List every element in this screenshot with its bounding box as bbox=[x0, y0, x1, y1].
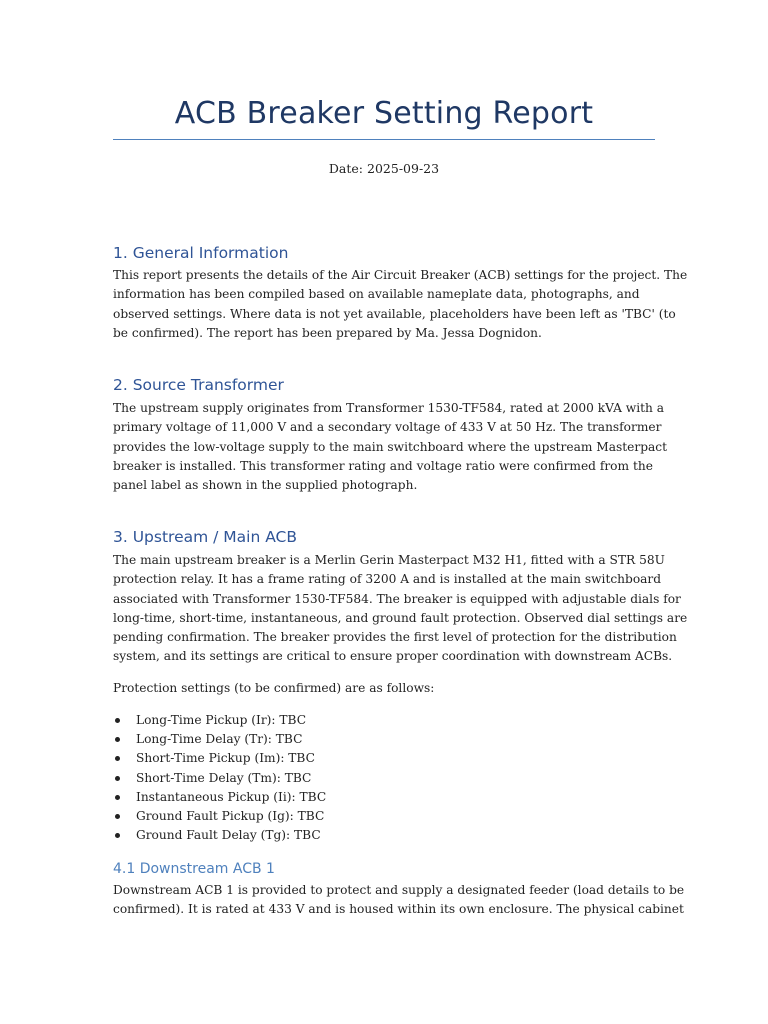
setting-text: Ground Fault Delay (Tg): TBC bbox=[136, 828, 321, 843]
bullet-icon bbox=[115, 756, 120, 761]
title-divider bbox=[113, 139, 655, 140]
list-item bbox=[113, 749, 326, 768]
paragraph-line: This report presents the details of the Air Circuit Breaker (ACB) settings for the project. The bbox=[113, 268, 688, 282]
report-date bbox=[113, 160, 655, 178]
list-item bbox=[113, 807, 326, 826]
paragraph-line: pending confirmation. The breaker provides the first level of protection for the distribution bbox=[113, 630, 677, 645]
section-body-general bbox=[113, 266, 688, 343]
list-item bbox=[113, 769, 326, 788]
report-title: ACB Breaker Setting Report bbox=[174, 96, 594, 131]
paragraph-line: confirmed). It is rated at 433 V and is housed within its own enclosure. The physical cabinet bbox=[113, 902, 684, 917]
list-item bbox=[113, 730, 326, 749]
setting-text: Short-Time Delay (Tm): TBC bbox=[136, 770, 312, 785]
section-heading-downstream-1: 4.1 Downstream ACB 1 bbox=[113, 861, 275, 877]
bullet-icon bbox=[115, 776, 120, 781]
paragraph-line: be confirmed). The report has been prepared by Ma. Jessa Dognidon. bbox=[113, 325, 542, 340]
setting-text: Short-Time Pickup (Im): TBC bbox=[136, 751, 315, 766]
paragraph-line: system, and its settings are critical to ensure proper coordination with downstream ACBs. bbox=[113, 649, 673, 664]
setting-text: Ground Fault Pickup (Ig): TBC bbox=[136, 809, 325, 824]
protection-settings-list bbox=[113, 711, 326, 845]
setting-text: Instantaneous Pickup (Ii): TBC bbox=[136, 789, 327, 804]
section-heading-transformer: 2. Source Transformer bbox=[113, 376, 284, 394]
list-item bbox=[113, 711, 326, 730]
bullet-icon bbox=[115, 833, 120, 838]
paragraph-line: The upstream supply originates from Transformer 1530-TF584, rated at 2000 kVA with a bbox=[113, 401, 665, 415]
paragraph-line: primary voltage of 11,000 V and a secondary voltage of 433 V at 50 Hz. The transformer bbox=[113, 420, 662, 435]
bullet-icon bbox=[115, 718, 120, 723]
section-body-downstream-1 bbox=[113, 881, 685, 920]
bullet-icon bbox=[115, 737, 120, 742]
paragraph-line: breaker is installed. This transformer rating and voltage ratio were confirmed from the bbox=[113, 458, 653, 473]
paragraph-line: provides the low-voltage supply to the main switchboard where the upstream Masterpact bbox=[113, 439, 668, 454]
date-label: Date: bbox=[328, 161, 364, 176]
setting-text: Long-Time Delay (Tr): TBC bbox=[136, 732, 303, 747]
list-item bbox=[113, 788, 326, 807]
paragraph-line: information has been compiled based on available nameplate data, photographs, and bbox=[113, 287, 640, 302]
section-heading-general: 1. General Information bbox=[113, 244, 289, 262]
paragraph-line: protection relay. It has a frame rating of 3200 A and is installed at the main switchboard bbox=[113, 572, 662, 587]
paragraph-line: long-time, short-time, instantaneous, and ground fault protection. Observed dial settings are bbox=[113, 610, 688, 625]
bullet-icon bbox=[115, 795, 120, 800]
list-item bbox=[113, 826, 326, 845]
settings-intro: Protection settings (to be confirmed) are as follows: bbox=[113, 681, 435, 695]
paragraph-line: observed settings. Where data is not yet available, placeholders have been left as 'TBC' (to bbox=[113, 306, 676, 321]
section-body-transformer bbox=[113, 399, 673, 495]
paragraph-line: Downstream ACB 1 is provided to protect and supply a designated feeder (load details to be bbox=[113, 883, 685, 897]
paragraph-line: panel label as shown in the supplied photograph. bbox=[113, 478, 418, 493]
paragraph-line: associated with Transformer 1530-TF584. The breaker is equipped with adjustable dials for bbox=[113, 591, 681, 606]
bullet-icon bbox=[115, 814, 120, 819]
section-heading-main-acb: 3. Upstream / Main ACB bbox=[113, 528, 298, 546]
paragraph-line: The main upstream breaker is a Merlin Gerin Masterpact M32 H1, fitted with a STR 58U bbox=[113, 553, 665, 567]
setting-text: Long-Time Pickup (Ir): TBC bbox=[136, 713, 307, 727]
date-value: 2025-09-23 bbox=[367, 161, 440, 176]
section-body-main-acb bbox=[113, 551, 688, 667]
